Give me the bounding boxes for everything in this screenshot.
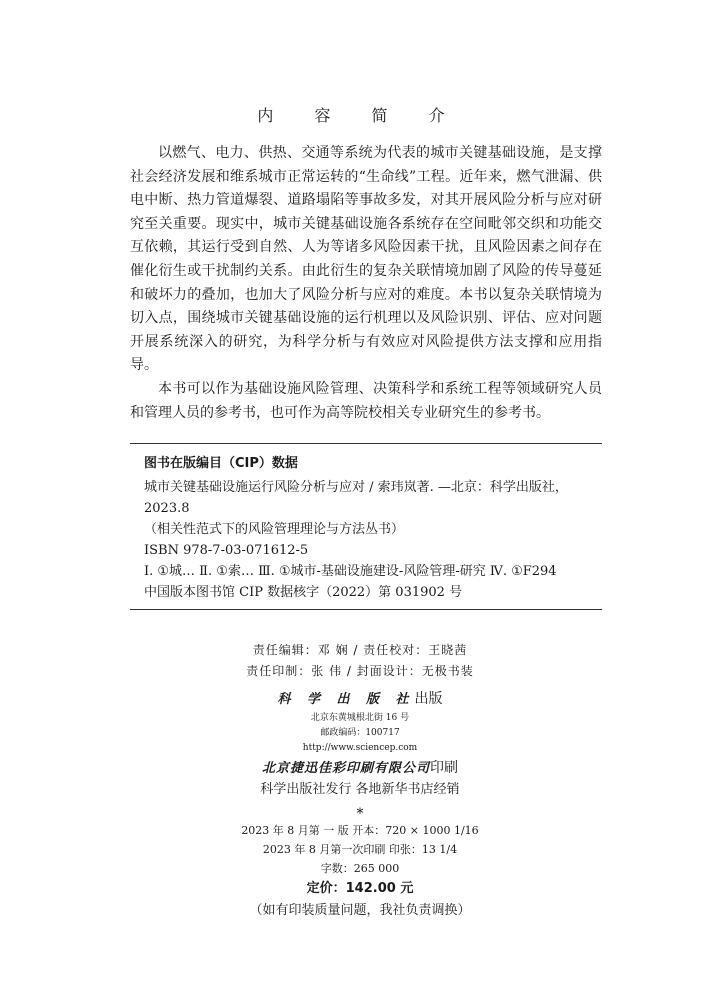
printing-line: 2023 年 8 月第一次印刷 印张：13 1/4 xyxy=(262,843,458,856)
page-title: 内 容 简 介 xyxy=(257,106,463,125)
printer-name: 北京捷迅佳彩印刷有限公司 xyxy=(261,761,430,776)
cip-record-number-line: 中国版本图书馆 CIP 数据核字（2022）第 031902 号 xyxy=(144,585,463,600)
cip-bibliographic-line: 城市关键基础设施运行风险分析与应对 / 索玮岚著. —北京：科学出版社，2023.8 xyxy=(144,480,568,516)
summary-paragraph-1: 以燃气、电力、供热、交通等系统为代表的城市关键基础设施，是支撑社会经济发展和维系城市正常运转的“生命线”工程。近年来，燃气泄漏、供电中断、热力管道爆裂、道路塌陷等事故多发，对其开展风险分析与应对研究至关重要。现实中，城市关键基础设施各系统存在空间毗邻交织和功能交互依赖，其运行受到自然、人为等诸多风险因素干扰，且风险因素之间存在催化衍生或干扰制约关系。由此衍生的复杂关联情境加剧了风险的传导蔓延和破坏力的叠加，也加大了风险分析与应对的难度。本书以复杂关联情境为切入点，围绕城市关键基础设施的运行机理以及风险识别、评估、应对问题开展系统深入的研究，为科学分析与有效应对风险提供方法支撑和应用指导。 xyxy=(130,145,602,374)
cip-isbn-line: ISBN 978-7-03-071612-5 xyxy=(144,543,309,558)
credits-section xyxy=(0,640,720,922)
word-count: 字数：265 000 xyxy=(320,862,400,875)
publisher-website: http://www.sciencep.com xyxy=(302,743,418,753)
printer-line xyxy=(0,758,720,779)
cip-block xyxy=(130,443,602,610)
cip-heading: 图书在版编目（CIP）数据 xyxy=(144,456,298,471)
publisher-address: 北京东黄城根北街 16 号 xyxy=(310,713,410,723)
distribution-line: 科学出版社发行 各地新华书店经销 xyxy=(260,782,460,797)
edition-line: 2023 年 8 月第 一 版 开本：720 × 1000 1/16 xyxy=(241,824,479,837)
separator-star: * xyxy=(356,806,364,822)
editors-line: 责任编辑：邓 娴 / 责任校对：王晓茜 xyxy=(252,643,468,657)
price: 定价：142.00 元 xyxy=(306,881,414,896)
publisher-name: 科 学 出 版 社 xyxy=(277,692,415,707)
publisher-suffix: 出版 xyxy=(414,691,443,707)
summary-paragraph-2: 本书可以作为基础设施风险管理、决策科学和系统工程等领域研究人员和管理人员的参考书，也可作为高等院校相关专业研究生的参考书。 xyxy=(130,380,602,421)
publisher-line xyxy=(0,688,720,711)
print-design-line: 责任印制：张 伟 / 封面设计：无极书装 xyxy=(246,664,474,678)
quality-note: （如有印装质量问题，我社负责调换） xyxy=(249,903,471,918)
publisher-postcode: 邮政编码：100717 xyxy=(320,728,400,738)
printer-suffix: 印刷 xyxy=(430,760,458,776)
cip-series-line: （相关性范式下的风险管理理论与方法丛书） xyxy=(144,522,405,537)
cip-classification-line: Ⅰ. ①城… Ⅱ. ①索… Ⅲ. ①城市-基础设施建设-风险管理-研究 Ⅳ. ①F294 xyxy=(144,564,557,579)
summary-section xyxy=(130,142,602,425)
